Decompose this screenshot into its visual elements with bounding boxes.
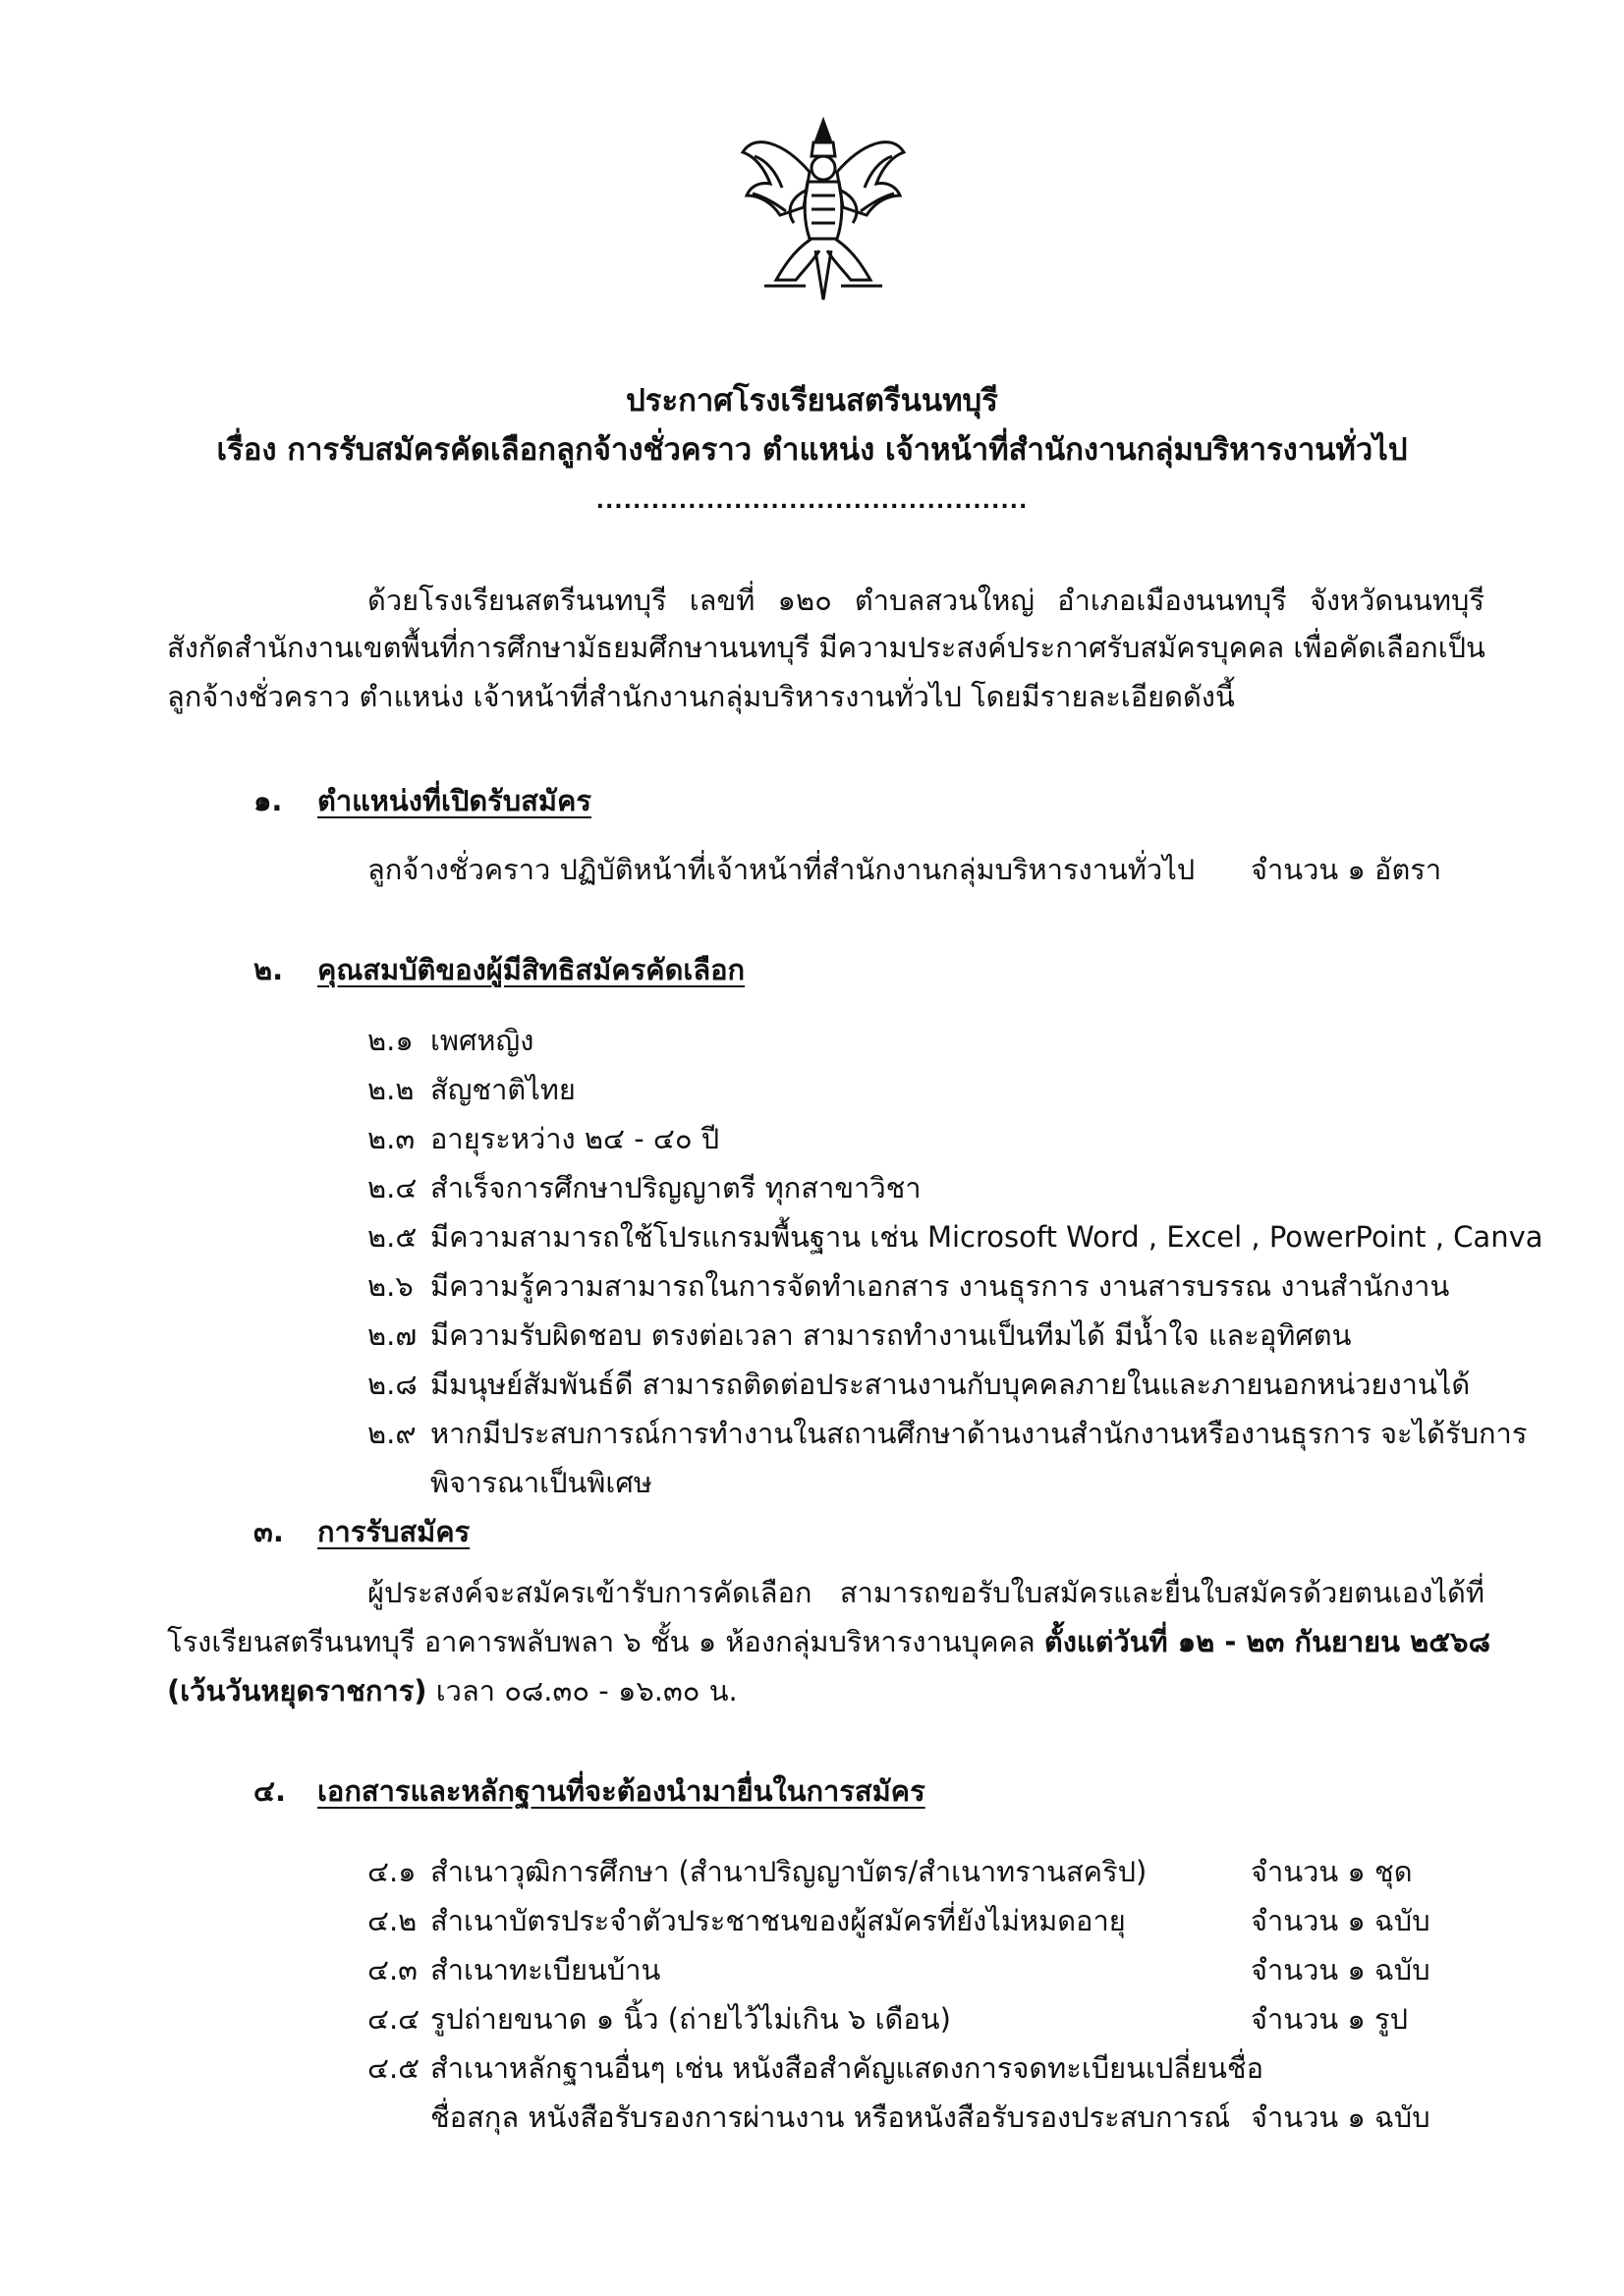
section-1-position: ลูกจ้างชั่วคราว ปฏิบัติหน้าที่เจ้าหน้าที่สำนักงานกลุ่มบริหารงานทั่วไป bbox=[367, 853, 1196, 886]
document-item-count: จำนวน ๑ ฉบับ bbox=[1251, 1953, 1430, 1987]
office-hours: เวลา ๐๘.๓๐ - ๑๖.๓๐ น. bbox=[426, 1674, 738, 1708]
section-1-number: ๑. bbox=[253, 784, 283, 817]
qualification-number: ๒.๔ bbox=[367, 1171, 418, 1204]
document-item-number: ๔.๓ bbox=[367, 1953, 418, 1987]
intro-line-2: สังกัดสำนักงานเขตพื้นที่การศึกษามัธยมศึกษานนทบุรี มีความประสงค์ประกาศรับสมัครบุคคล เพื่อคัดเลือกเป็น bbox=[167, 631, 1485, 664]
section-3-line-2 bbox=[167, 1619, 1490, 1664]
qualification-number: ๒.๙ bbox=[367, 1417, 417, 1450]
qualification-number: ๒.๖ bbox=[367, 1269, 414, 1303]
section-4-number: ๔. bbox=[253, 1774, 286, 1808]
qualification-number: ๒.๒ bbox=[367, 1073, 415, 1106]
document-item-number: ๔.๕ bbox=[367, 2051, 420, 2085]
intro-line-1: ด้วยโรงเรียนสตรีนนทบุรี เลขที่ ๑๒๐ ตำบลสวนใหญ่ อำเภอเมืองนนทบุรี จังหวัดนนทบุรี bbox=[367, 584, 1484, 617]
qualification-number: ๒.๘ bbox=[367, 1368, 418, 1401]
document-item-text: สำเนาหลักฐานอื่นๆ เช่น หนังสือสำคัญแสดงการจดทะเบียนเปลี่ยนชื่อ bbox=[430, 2051, 1264, 2085]
section-1-title: ตำแหน่งที่เปิดรับสมัคร bbox=[317, 784, 591, 817]
announcement-subject: เรื่อง การรับสมัครคัดเลือกลูกจ้างชั่วคราว ตำแหน่ง เจ้าหน้าที่สำนักงานกลุ่มบริหารงานทั่วไป bbox=[216, 432, 1408, 468]
garuda-emblem-svg bbox=[725, 113, 922, 309]
section-3-line-1: ผู้ประสงค์จะสมัครเข้ารับการคัดเลือก สามารถขอรับใบสมัครและยื่นใบสมัครด้วยตนเองได้ที่ bbox=[367, 1576, 1484, 1609]
qualification-text: หากมีประสบการณ์การทำงานในสถานศึกษาด้านงานสำนักงานหรืองานธุรการ จะได้รับการ bbox=[430, 1417, 1528, 1450]
document-item-text: สำเนาวุฒิการศึกษา (สำนาปริญญาบัตร/สำเนาทรานสคริป) bbox=[430, 1855, 1148, 1888]
qualification-text: มีความสามารถใช้โปรแกรมพื้นฐาน เช่น Microsoft Word , Excel , PowerPoint , Canva bbox=[430, 1220, 1543, 1254]
section-3-line-2-text: โรงเรียนสตรีนนทบุรี อาคารพลับพลา ๖ ชั้น ๑ ห้องกลุ่มบริหารงานบุคคล bbox=[167, 1625, 1044, 1658]
document-item-text-continued: ชื่อสกุล หนังสือรับรองการผ่านงาน หรือหนังสือรับรองประสบการณ์ bbox=[430, 2100, 1231, 2134]
announcement-title: ประกาศโรงเรียนสตรีนนทบุรี bbox=[626, 383, 998, 419]
qualification-text-continued: พิจารณาเป็นพิเศษ bbox=[430, 1466, 652, 1499]
document-item-text: รูปถ่ายขนาด ๑ นิ้ว (ถ่ายไว้ไม่เกิน ๖ เดือน) bbox=[430, 2002, 951, 2036]
intro-line-3: ลูกจ้างชั่วคราว ตำแหน่ง เจ้าหน้าที่สำนักงานกลุ่มบริหารงานทั่วไป โดยมีรายละเอียดดังนี้ bbox=[167, 680, 1235, 713]
document-item-count: จำนวน ๑ รูป bbox=[1251, 2002, 1409, 2036]
document-item-number: ๔.๒ bbox=[367, 1904, 418, 1937]
section-3-title: การรับสมัคร bbox=[317, 1515, 471, 1548]
qualification-text: มีมนุษย์สัมพันธ์ดี สามารถติดต่อประสานงานกับบุคคลภายในและภายนอกหน่วยงานได้ bbox=[430, 1368, 1471, 1401]
application-period: ตั้งแต่วันที่ ๑๒ - ๒๓ กันยายน ๒๕๖๘ bbox=[1043, 1625, 1490, 1658]
section-4-title: เอกสารและหลักฐานที่จะต้องนำมายื่นในการสมัคร bbox=[317, 1774, 925, 1808]
document-item-number: ๔.๑ bbox=[367, 1855, 417, 1888]
qualification-text: เพศหญิง bbox=[430, 1024, 534, 1057]
document-item-number: ๔.๔ bbox=[367, 2002, 420, 2036]
section-1-count: จำนวน ๑ อัตรา bbox=[1251, 853, 1442, 886]
qualification-text: อายุระหว่าง ๒๔ - ๔๐ ปี bbox=[430, 1122, 720, 1155]
document-item-count: จำนวน ๑ ฉบับ bbox=[1251, 2100, 1430, 2134]
qualification-text: สัญชาติไทย bbox=[430, 1073, 576, 1106]
section-2-number: ๒. bbox=[253, 953, 284, 986]
qualification-text: มีความรู้ความสามารถในการจัดทำเอกสาร งานธุรการ งานสารบรรณ งานสำนักงาน bbox=[430, 1269, 1450, 1303]
section-2-title: คุณสมบัติของผู้มีสิทธิสมัครคัดเลือก bbox=[317, 953, 746, 986]
document-item-text: สำเนาทะเบียนบ้าน bbox=[430, 1953, 661, 1987]
qualification-text: สำเร็จการศึกษาปริญญาตรี ทุกสาขาวิชา bbox=[430, 1171, 922, 1204]
document-item-count: จำนวน ๑ ฉบับ bbox=[1251, 1904, 1430, 1937]
qualification-number: ๒.๑ bbox=[367, 1024, 414, 1057]
qualification-number: ๒.๕ bbox=[367, 1220, 418, 1254]
section-3-line-3 bbox=[167, 1668, 738, 1713]
qualification-number: ๒.๓ bbox=[367, 1122, 416, 1155]
title-separator: ............................................... bbox=[595, 489, 1029, 514]
garuda-emblem-icon bbox=[725, 113, 922, 309]
qualification-text: มีความรับผิดชอบ ตรงต่อเวลา สามารถทำงานเป็นทีมได้ มีน้ำใจ และอุทิศตน bbox=[430, 1318, 1352, 1352]
document-item-text: สำเนาบัตรประจำตัวประชาชนของผู้สมัครที่ยังไม่หมดอายุ bbox=[430, 1904, 1126, 1937]
qualification-number: ๒.๗ bbox=[367, 1318, 418, 1352]
holiday-note: (เว้นวันหยุดราชการ) bbox=[167, 1674, 427, 1708]
document-item-count: จำนวน ๑ ชุด bbox=[1251, 1855, 1413, 1888]
section-3-number: ๓. bbox=[253, 1515, 284, 1548]
